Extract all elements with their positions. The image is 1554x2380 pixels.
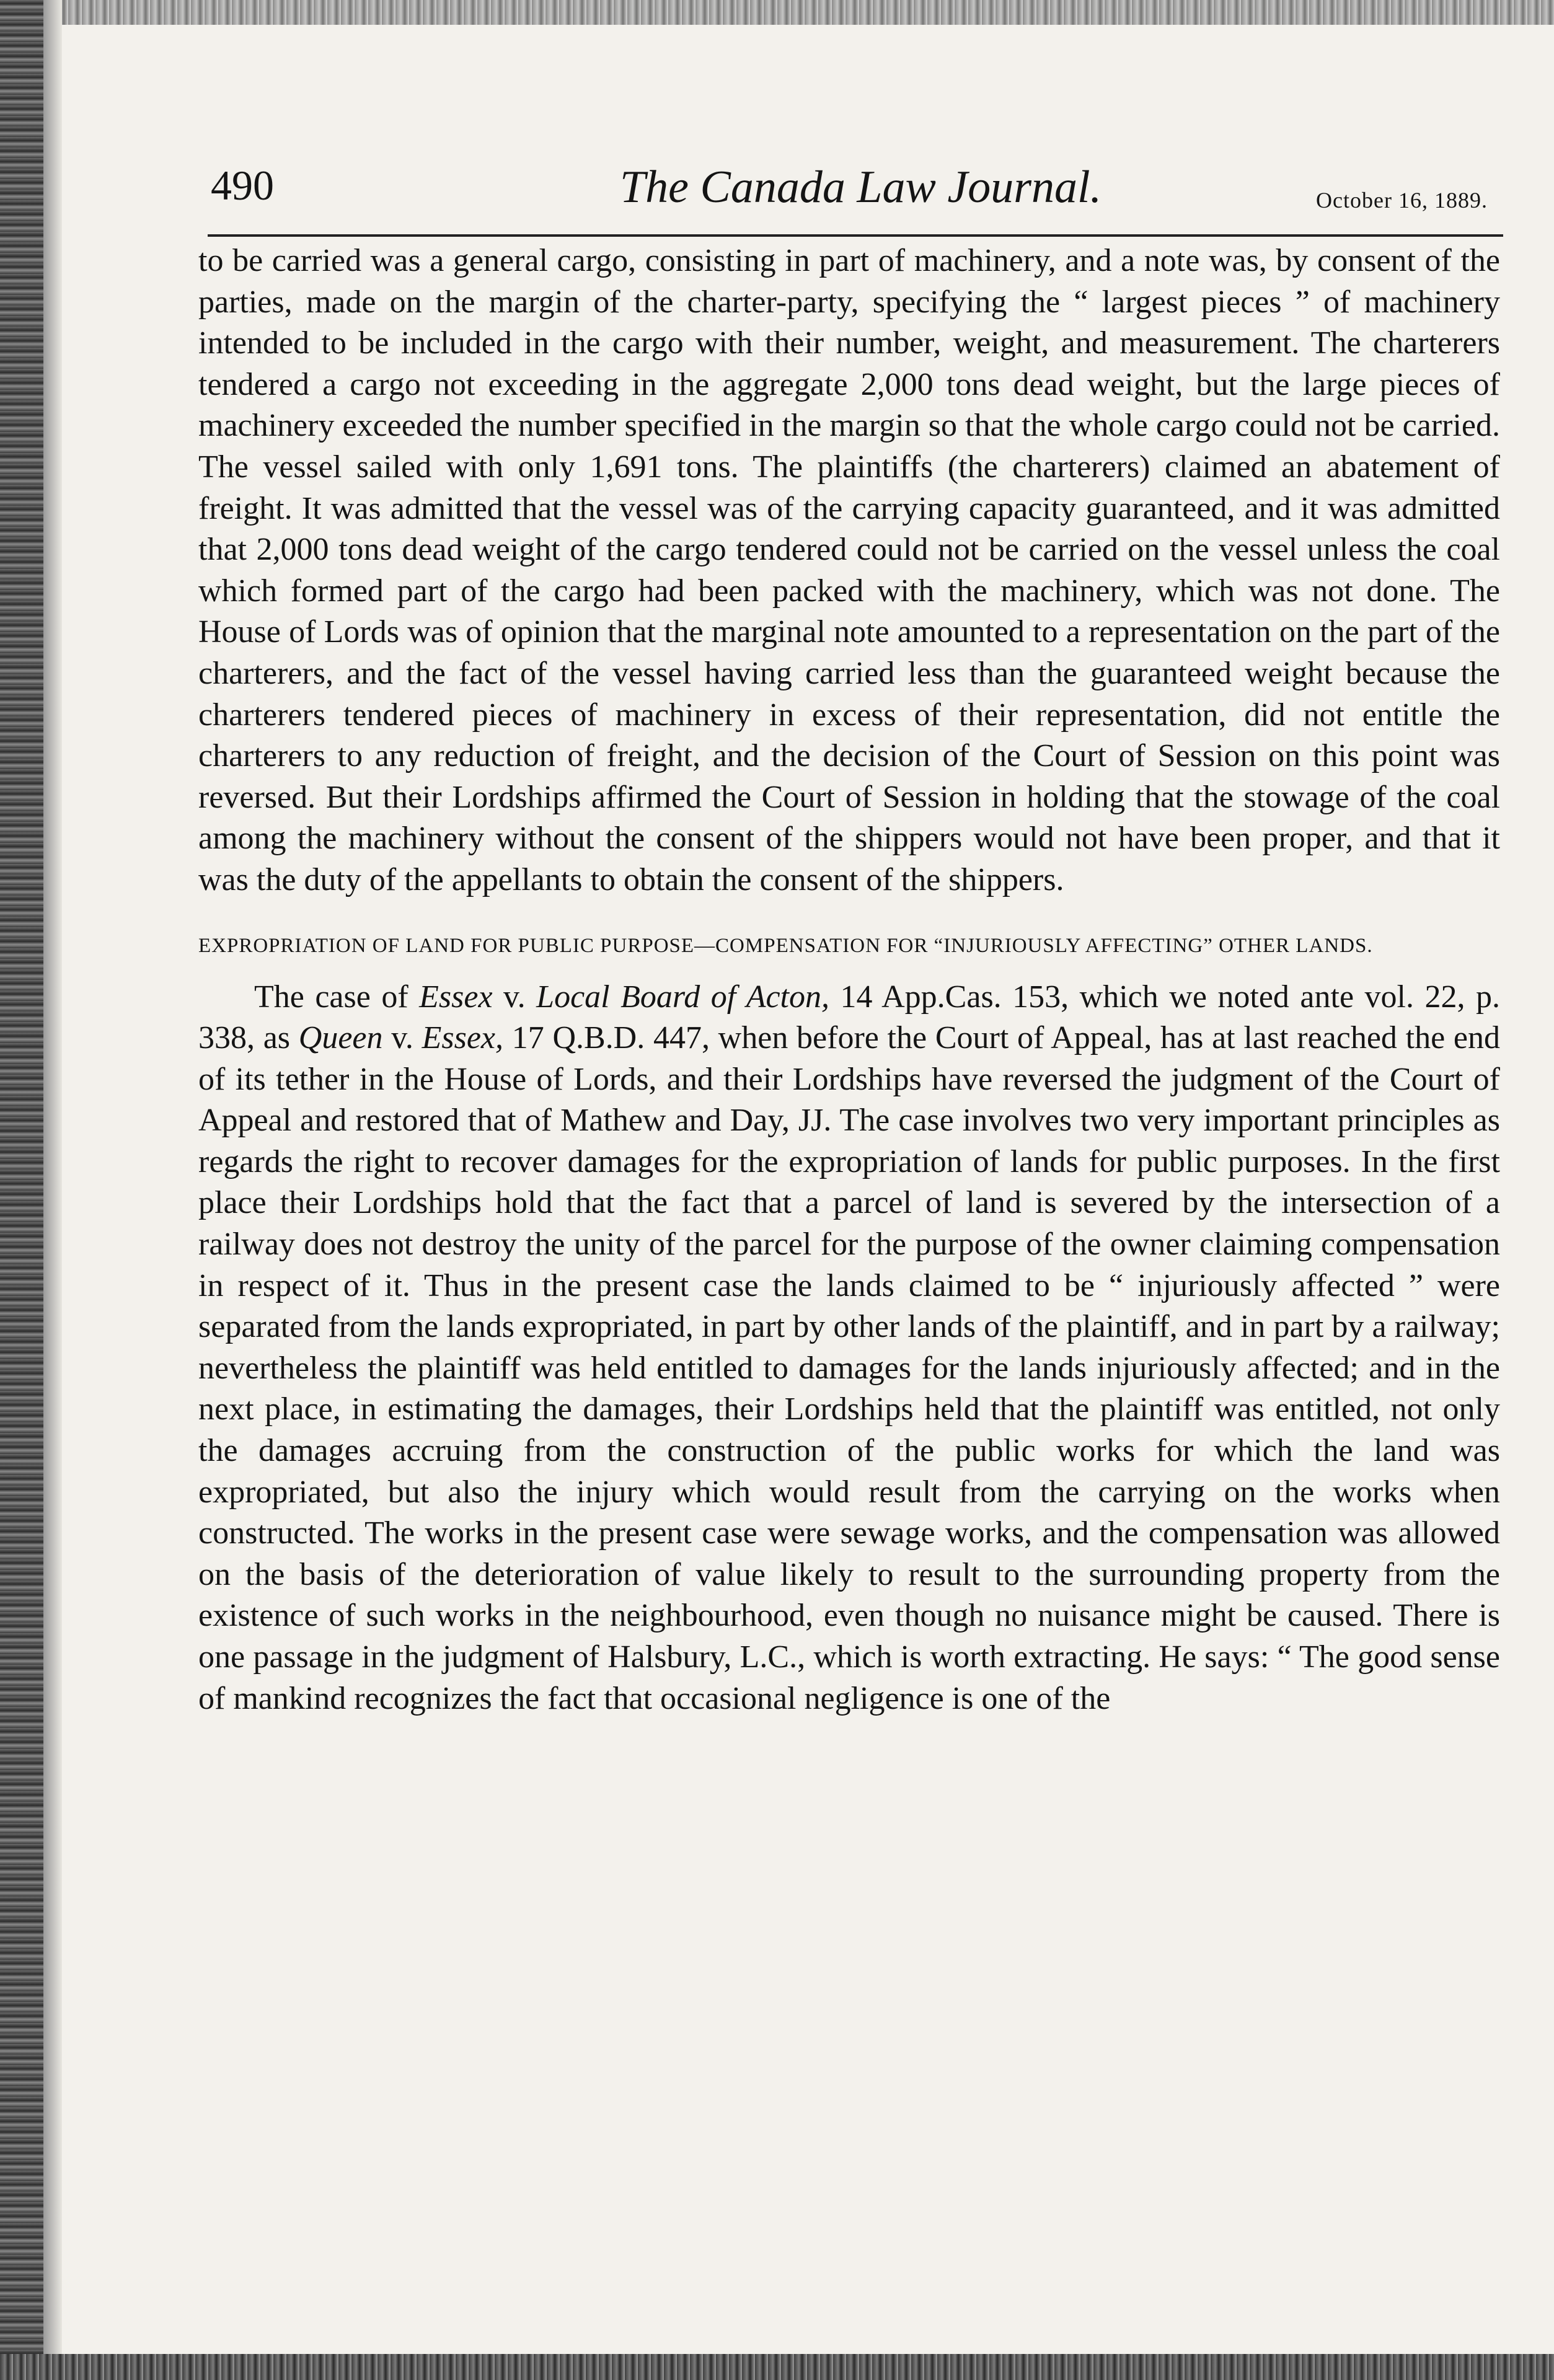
scan-binding-shadow [43, 0, 62, 2380]
case-note-paragraph [198, 977, 1500, 1720]
scan-top-edge [0, 0, 1554, 25]
header-rule [208, 234, 1503, 237]
text-run: v. [382, 1020, 422, 1056]
case-name: Essex [419, 979, 493, 1015]
scan-bottom-edge [0, 2354, 1554, 2380]
text-run: 17 Q.B.D. 447, when before the Court of Appeal, has at last reached the end of its tether in the House of Lords, and their Lordships have reversed the judgment of the Court of Appeal and restored that of Mathew and Day, JJ. The case involves two very important principles as regards the right to recover damages for the expropriation of lands for public purposes. In the first place their Lordships hold that the fact that a parcel of land is severed by the intersection of a railway does not destroy the unity of the parcel for the purpose of the owner claiming compensation in respect of it. Thus in the present case the lands claimed to be “ injuriously affected ” were separated from the lands expropriated, in part by other lands of the plaintiff, and in part by a railway; nevertheless the plaintiff was held entitled to damages for the lands injuriously affected; and in the next place, in estimating the damages, their Lordships held that the plaintiff was entitled, not only the damages accruing from the construction of the public works for which the land was expropriated, but also the injury which would result from the carrying on the works when constructed. The works in the present case were sewage works, and the compensation was allowed on the basis of the deterioration of value likely to result to the surrounding property from the existence of such works in the neighbourhood, even though no nuisance might be caused. There is one passage in the judgment of Halsbury, L.C., which is worth extracting. He says: “ The good sense of mankind recognizes the fact that occasional negligence is one of the [198, 1020, 1500, 1716]
running-header [211, 161, 1500, 229]
section-heading: EXPROPRIATION OF LAND FOR PUBLIC PURPOSE—COMPENSATION FOR “INJURIOUSLY AFFECTING” OTHER LANDS. [198, 934, 1373, 957]
case-name: Local Board of Acton, [536, 979, 829, 1015]
case-name: Queen [298, 1020, 383, 1056]
journal-title: The Canada Law Journal. [620, 162, 1102, 213]
issue-date: October 16, 1889. [1316, 188, 1488, 213]
case-name: Essex, [422, 1020, 503, 1056]
text-run: 14 App.Cas. 153, which we noted ante vol. 22, p. 338, as [198, 979, 1500, 1056]
text-run: v. [492, 979, 537, 1015]
text-run: The case of [254, 979, 420, 1015]
continued-paragraph: to be carried was a general cargo, consisting in part of machinery, and a note was, by consent of the parties, made on the margin of the charter-party, specifying the “ largest pieces ” of machinery intended to be included in the cargo with their number, weight, and measurement. The charterers tendered a cargo not exceeding in the aggregate 2,000 tons dead weight, but the large pieces of machinery exceeded the number specified in the margin so that the whole cargo could not be carried. The vessel sailed with only 1,691 tons. The plaintiffs (the charterers) claimed an abatement of freight. It was admitted that the vessel was of the carrying capacity guaranteed, and it was admitted that 2,000 tons dead weight of the cargo tendered could not be carried on the vessel unless the coal which formed part of the cargo had been packed with the machinery, which was not done. The House of Lords was of opinion that the marginal note amounted to a representation on the part of the charterers, and the fact of the vessel having carried less than the guaranteed weight because the charterers tendered pieces of machinery in excess of their representation, did not entitle the charterers to any reduction of freight, and the decision of the Court of Session on this point was reversed. But their Lordships affirmed the Court of Session in holding that the stowage of the coal among the machinery without the consent of the shippers would not have been proper, and that it was the duty of the appellants to obtain the consent of the shippers. [198, 243, 1500, 897]
scan-binding-edge [0, 0, 43, 2380]
page-number: 490 [211, 162, 274, 209]
journal-page [149, 93, 1512, 2299]
article-body [198, 240, 1500, 1719]
